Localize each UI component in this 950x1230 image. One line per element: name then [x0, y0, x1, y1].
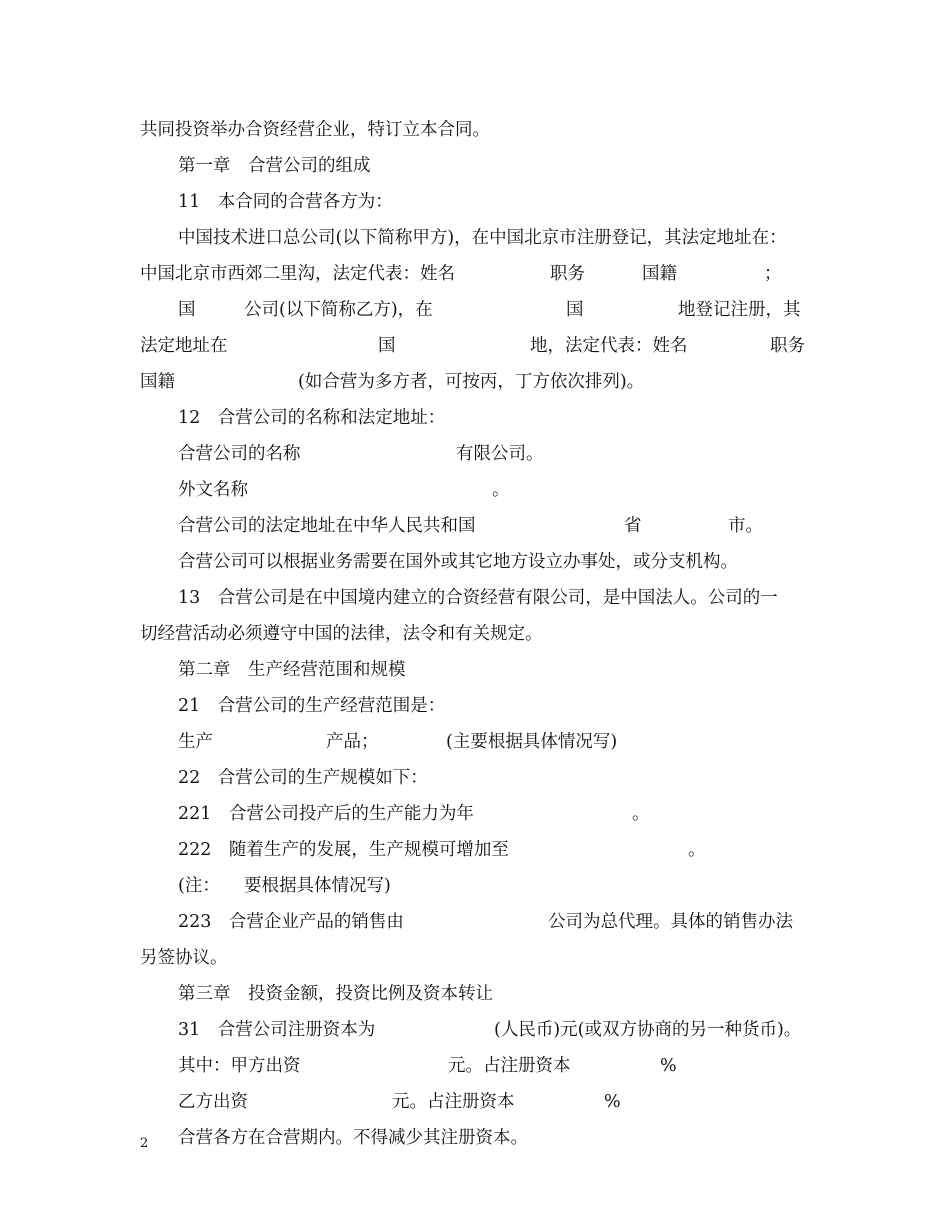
text-segment: 其中：甲方出资 — [178, 1056, 301, 1076]
text-segment: 。 — [688, 840, 706, 860]
text-segment: 12 合营公司的名称和法定地址： — [178, 408, 446, 428]
page-number: 2 — [140, 1136, 149, 1151]
text-segment: 公司(以下简称乙方)，在 — [244, 300, 433, 320]
text-segment: % — [660, 1056, 677, 1076]
text-segment: 22 合营公司的生产规模如下： — [178, 768, 428, 788]
text-segment: 要根据具体情况写) — [244, 876, 391, 896]
text-segment: 外文名称 — [178, 480, 248, 500]
text-segment: 元。占注册资本 — [392, 1092, 515, 1112]
text-segment: 有限公司。 — [456, 444, 544, 464]
text-segment: 11 本合同的合营各方为： — [178, 192, 393, 212]
text-segment: 国 — [178, 300, 196, 320]
text-segment: 21 合营公司的生产经营范围是： — [178, 696, 446, 716]
text-segment: 职务 — [550, 264, 585, 284]
text-segment: 生产 — [178, 732, 213, 752]
text-segment: 第二章 生产经营范围和规模 — [178, 660, 406, 680]
text-segment: 中国北京市西郊二里沟，法定代表：姓名 — [140, 264, 455, 284]
text-segment: 13 合营公司是在中国境内建立的合资经营有限公司，是中国法人。公司的一 — [178, 588, 778, 608]
text-segment: 省 — [624, 516, 642, 536]
text-segment: 合营公司可以根据业务需要在国外或其它地方设立办事处，或分支机构。 — [178, 552, 738, 572]
text-segment: 法定地址在 — [140, 336, 228, 356]
text-segment: 223 合营企业产品的销售由 — [178, 912, 404, 932]
text-segment: ； — [764, 264, 782, 284]
text-segment: 合营公司的法定地址在中华人民共和国 — [178, 516, 476, 536]
text-segment: 31 合营公司注册资本为 — [178, 1020, 376, 1040]
text-segment: 合营各方在合营期内。不得减少其注册资本。 — [178, 1128, 528, 1148]
text-segment: 国籍 — [642, 264, 677, 284]
text-segment: 地登记注册，其 — [678, 300, 801, 320]
text-segment: 职务 — [770, 336, 805, 356]
text-segment: 国 — [378, 336, 396, 356]
text-segment: 元。占注册资本 — [448, 1056, 571, 1076]
text-segment: 国籍 — [140, 372, 175, 392]
text-segment: 国 — [566, 300, 584, 320]
text-line — [140, 946, 228, 1018]
text-segment: 共同投资举办合资经营企业，特订立本合同。 — [140, 120, 490, 140]
text-segment: 切经营活动必须遵守中国的法律，法令和有关规定。 — [140, 624, 543, 644]
text-segment: 地，法定代表：姓名 — [530, 336, 688, 356]
text-segment: 221 合营公司投产后的生产能力为年 — [178, 804, 474, 824]
text-segment: 。 — [632, 804, 650, 824]
text-segment: % — [604, 1092, 621, 1112]
text-segment: 另签协议。 — [140, 948, 228, 968]
text-segment: 第三章 投资金额，投资比例及资本转让 — [178, 984, 493, 1004]
text-segment: (主要根据具体情况写) — [446, 732, 618, 752]
text-segment: (注： — [178, 876, 220, 896]
text-segment: 产品； — [326, 732, 379, 752]
text-segment: (人民币)元(或双方协商的另一种货币)。 — [494, 1020, 802, 1040]
text-segment: 222 随着生产的发展，生产规模可增加至 — [178, 840, 509, 860]
text-segment: 乙方出资 — [178, 1092, 248, 1112]
text-segment: 市。 — [728, 516, 763, 536]
text-segment: 合营公司的名称 — [178, 444, 301, 464]
text-segment: 公司为总代理。具体的销售办法 — [548, 912, 793, 932]
text-segment: 。 — [492, 480, 510, 500]
text-segment: 第一章 合营公司的组成 — [178, 156, 371, 176]
text-segment: 中国技术进口总公司(以下简称甲方)，在中国北京市注册登记，其法定地址在： — [178, 228, 787, 248]
text-line — [178, 1126, 528, 1198]
text-segment: (如合营为多方者，可按丙，丁方依次排列)。 — [298, 372, 645, 392]
